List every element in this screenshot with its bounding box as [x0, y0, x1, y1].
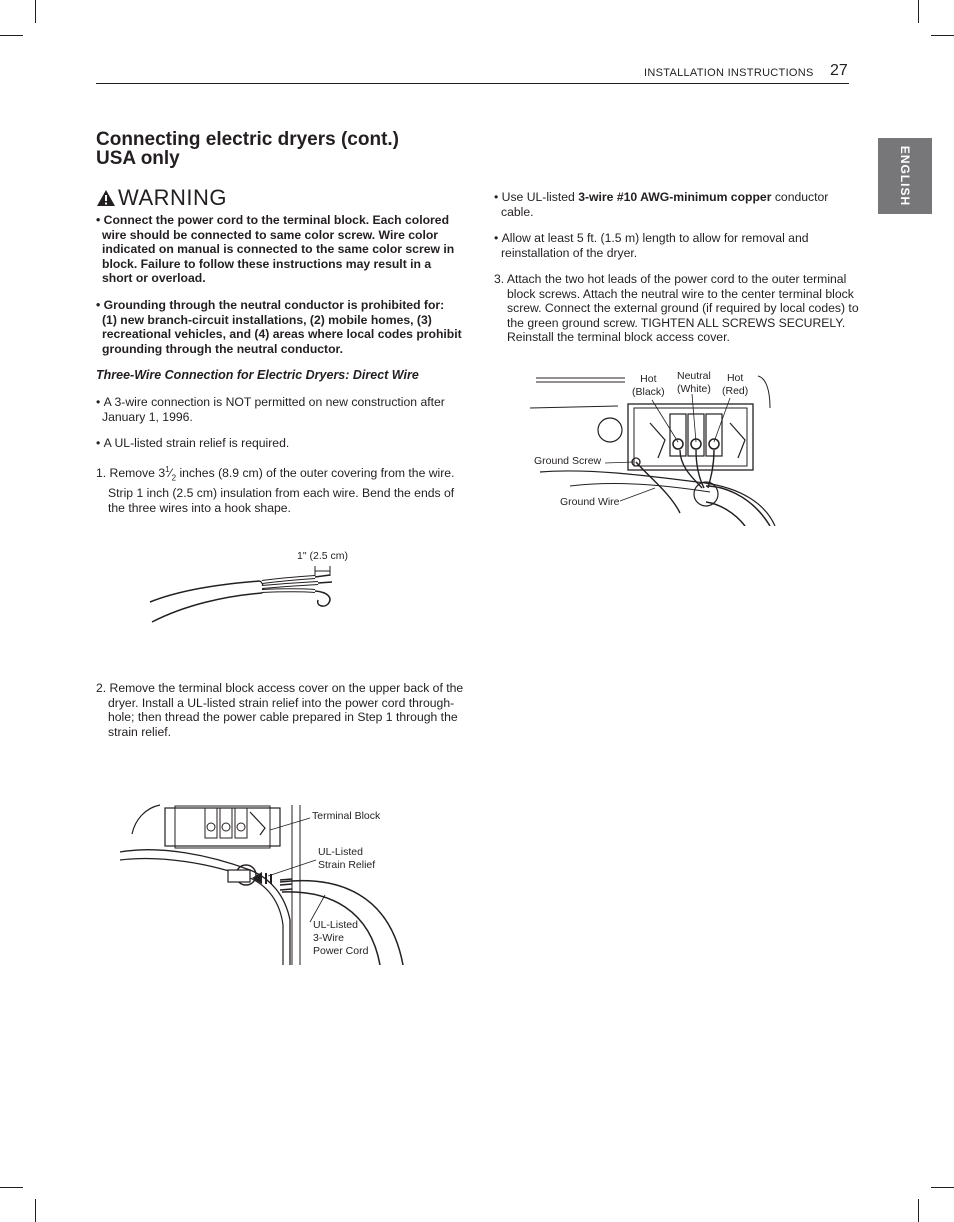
crop-mark — [918, 1199, 919, 1222]
crop-mark — [931, 35, 954, 36]
neutral-white-label: Neutral (White) — [677, 370, 711, 395]
step-3: 3. Attach the two hot leads of the power cord to the outer terminal block screws. Attach the neutral wire to the center terminal block screw. Connect the external ground (if required by local codes) to the green ground screw. TIGHTEN ALL SCREWS SECURELY. Reinstall the terminal block access cover. — [494, 272, 859, 344]
cable-length-bullet: • Allow at least 5 ft. (1.5 m) length to allow for removal and reinstallation of the dryer. — [494, 231, 809, 260]
page-title — [96, 130, 399, 168]
warning-bullet-2: • Grounding through the neutral conductor is prohibited for: (1) new branch-circuit installations, (2) mobile homes, (3) recreational vehicles, and (4) areas where local codes prohibit grounding through the neutral conductor. — [96, 298, 462, 356]
cable-length-text: Allow at least 5 ft. (1.5 m) length to allow for removal and reinstallation of the dryer. — [501, 231, 809, 260]
strain-relief-illustration — [120, 800, 420, 965]
copper-cable-bold: 3-wire #10 AWG-minimum copper — [578, 190, 772, 204]
step-1-frac-den: 2 — [171, 473, 177, 483]
step-1-frac-num: 1 — [165, 465, 170, 474]
page-title-line2: USA only — [96, 148, 180, 169]
three-wire-bullet-2-text: A UL-listed strain relief is required. — [103, 436, 290, 450]
step-2: 2. Remove the terminal block access cover on the upper back of the dryer. Install a UL-listed strain relief into the power cord through-hole; then thread the power cable prepared in Step 1 through the strain relief. — [96, 681, 464, 739]
page-title-line1: Connecting electric dryers (cont.) — [96, 129, 400, 150]
language-tab-label: ENGLISH — [898, 145, 912, 207]
step-1-rest: inches (8.9 cm) of the outer covering from the wire. Strip 1 inch (2.5 cm) insulation from each wire. Bend the ends of the three wires into a hook shape. — [108, 466, 455, 515]
step-1: 1. Remove $3^1⁄_2$ inches (8.9 cm) of the outer covering from the wire. Strip 1 inch (2.5 cm) insulation from each wire. Bend the ends of the three wires into a hook shape. — [96, 465, 455, 515]
warning-heading — [96, 186, 227, 210]
warning-bullet-2-text: Grounding through the neutral conductor is prohibited for: (1) new branch-circuit installations, (2) mobile homes, (3) recreational vehicles, and (4) areas where local codes prohibit grounding through the neutral conductor. — [102, 298, 462, 356]
warning-bullet-1-text: Connect the power cord to the terminal block. Each colored wire should be connected to same color screw. Wire color indicated on manual is connected to the same color screw in block. Failure to follow these instructions may result in a short or overload. — [102, 213, 455, 285]
hot-red-label: Hot (Red) — [722, 372, 749, 397]
power-cord-label: UL-Listed 3-Wire Power Cord — [313, 919, 369, 957]
crop-mark — [35, 0, 36, 23]
crop-mark — [35, 1199, 36, 1222]
warning-triangle-icon — [96, 189, 116, 207]
three-wire-bullet-1: • A 3-wire connection is NOT permitted on new construction after January 1, 1996. — [96, 395, 445, 424]
crop-mark — [0, 1187, 23, 1188]
three-wire-bullet-2: • A UL-listed strain relief is required. — [96, 436, 290, 450]
strip-length-label: 1" (2.5 cm) — [297, 550, 348, 562]
ground-wire-label: Ground Wire — [560, 496, 620, 508]
ground-screw-label: Ground Screw — [534, 455, 602, 467]
copper-cable-suffix: conductor cable. — [501, 190, 829, 219]
section-label: INSTALLATION INSTRUCTIONS — [644, 67, 814, 79]
crop-mark — [918, 0, 919, 23]
crop-mark — [931, 1187, 954, 1188]
page-number: 27 — [830, 62, 848, 79]
three-wire-bullet-1-text: A 3-wire connection is NOT permitted on new construction after January 1, 1996. — [102, 395, 445, 424]
terminal-block-label: Terminal Block — [312, 810, 381, 822]
warning-bullet-1: • Connect the power cord to the terminal block. Each colored wire should be connected to same color screw. Wire color indicated on manual is connected to the same color screw in block. Failure to follow these instructions may result in a short or overload. — [96, 213, 455, 285]
crop-mark — [0, 35, 23, 36]
hot-black-label: Hot (Black) — [632, 373, 665, 398]
copper-cable-prefix: Use UL-listed — [501, 190, 579, 204]
step-1-prefix: 1. Remove 3 — [96, 466, 166, 481]
stripped-wire-illustration — [140, 560, 350, 640]
warning-label: WARNING — [118, 185, 228, 210]
strain-relief-label: UL-Listed Strain Relief — [318, 846, 376, 871]
copper-cable-bullet: • Use UL-listed 3-wire #10 AWG-minimum copper conductor cable. — [494, 190, 829, 219]
header-divider — [96, 83, 849, 84]
three-wire-heading: Three-Wire Connection for Electric Dryers: Direct Wire — [96, 368, 419, 382]
